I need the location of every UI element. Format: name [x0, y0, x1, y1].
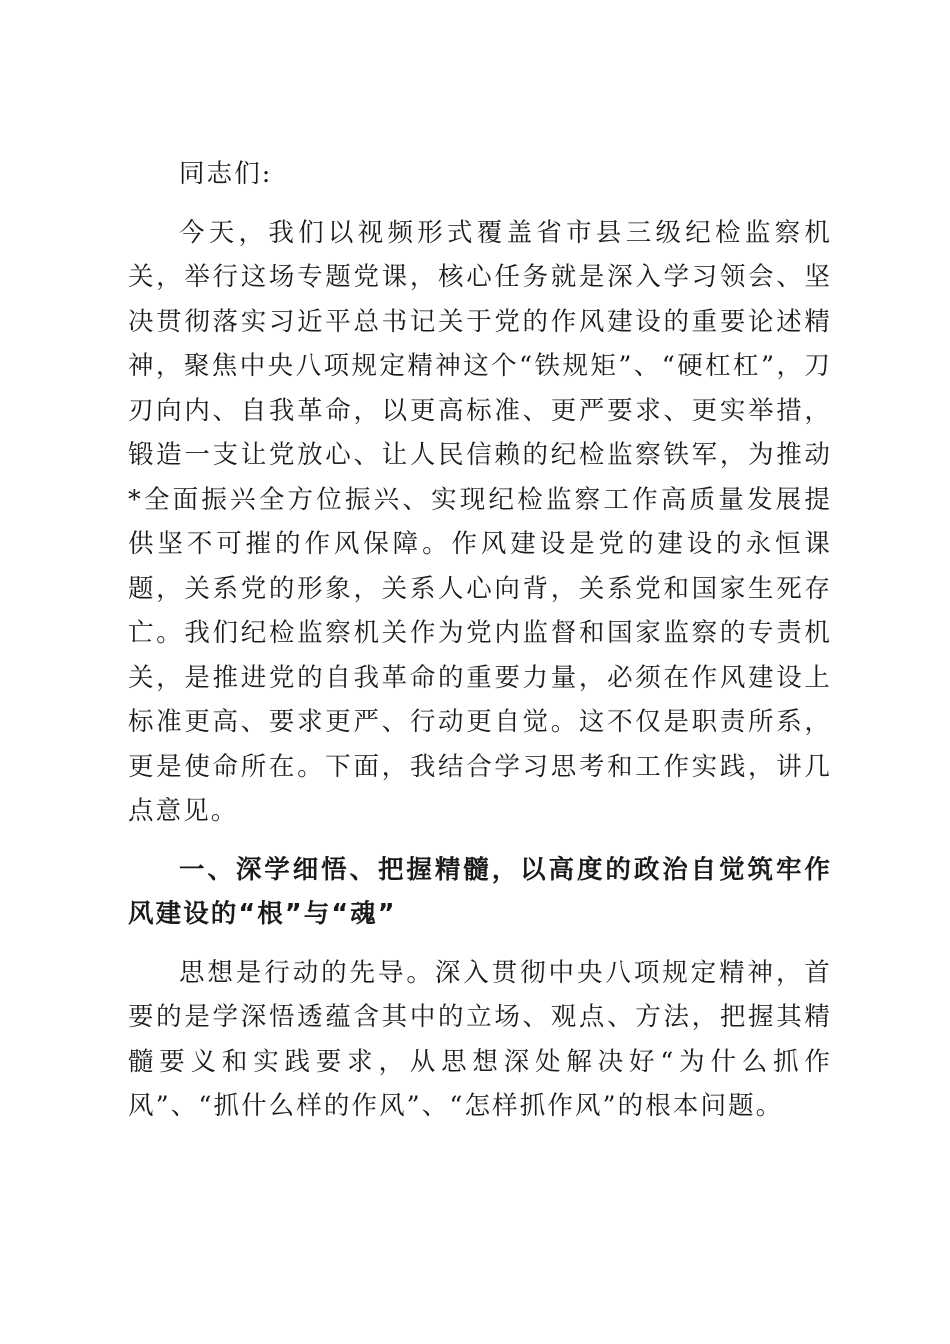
intro-paragraph: 今天，我们以视频形式覆盖省市县三级纪检监察机关，举行这场专题党课，核心任务就是深入学习领会、坚决贯彻落实习近平总书记关于党的作风建设的重要论述精神，聚焦中央八项规定精神这个“铁规矩”、“硬杠杠”，刀刃向内、自我革命，以更高标准、更严要求、更实举措，锻造一支让党放心、让人民信赖的纪检监察铁军，为推动*全面振兴全方位振兴、实现纪检监察工作高质量发展提供坚不可摧的作风保障。作风建设是党的建设的永恒课题，关系党的形象，关系人心向背，关系党和国家生死存亡。我们纪检监察机关作为党内监督和国家监察的专责机关，是推进党的自我革命的重要力量，必须在作风建设上标准更高、要求更严、行动更自觉。这不仅是职责所系，更是使命所在。下面，我结合学习思考和工作实践，讲几点意见。 [128, 217, 832, 826]
document-body [128, 152, 832, 1143]
section-1-paragraph: 思想是行动的先导。深入贯彻中央八项规定精神，首要的是学深悟透蕴含其中的立场、观点、方法，把握其精髓要义和实践要求，从思想深处解决好“为什么抓作风”、“抓什么样的作风”、“怎样抓作风”的根本问题。 [128, 957, 832, 1121]
salutation: 同志们: [179, 159, 273, 189]
section-1-heading: 一、深学细悟、把握精髓，以高度的政治自觉筑牢作风建设的“根”与“魂” [128, 854, 832, 929]
